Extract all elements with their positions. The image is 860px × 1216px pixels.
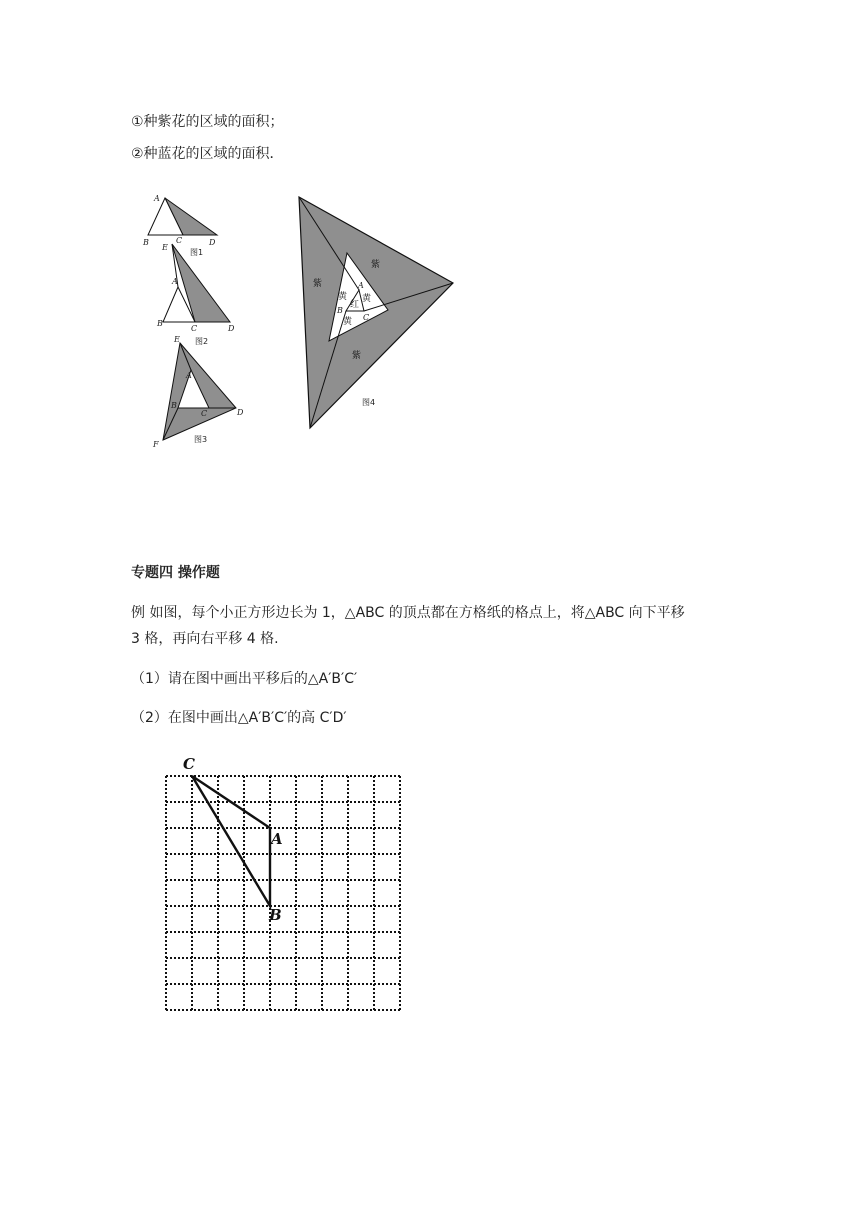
fig4-caption: 图4: [362, 398, 376, 407]
fig3-caption: 图3: [194, 435, 208, 444]
example-line-2: 3 格，再向右平移 4 格.: [131, 631, 279, 647]
fig1-caption: 图1: [190, 248, 204, 257]
grid-label-c: C: [183, 755, 195, 773]
example-line-1: 例 如图，每个小正方形边长为 1，△ABC 的顶点都在方格纸的格点上，将△ABC 向下平移: [131, 605, 685, 621]
fig4-yellow-bottom: 黄: [343, 317, 353, 327]
fig4-label-a: A: [358, 281, 364, 290]
fig2-caption: 图2: [195, 337, 209, 346]
fig3-label-d: D: [237, 408, 244, 417]
fig3-label-a: A: [186, 371, 192, 380]
fig1-label-c: C: [176, 236, 183, 245]
fig4-yellow-left: 黄: [338, 292, 348, 302]
fig2-label-c: C: [191, 324, 198, 333]
fig4-purple-left: 紫: [313, 279, 323, 289]
question-blue-area: ②种蓝花的区域的面积．: [131, 146, 284, 162]
part-2: （2）在图中画出△A′B′C′的高 C′D′: [131, 710, 347, 726]
fig3-label-c: C: [201, 409, 208, 418]
figure-4: [295, 193, 465, 433]
figure-2: [150, 240, 250, 345]
grid-figure: [158, 752, 418, 1022]
question-purple-area: ①种紫花的区域的面积；: [131, 114, 284, 130]
fig2-label-d: D: [228, 324, 235, 333]
fig1-label-d: D: [209, 238, 216, 247]
fig1-label-b: B: [143, 238, 149, 247]
grid-label-a: A: [271, 830, 283, 848]
fig4-red: 红: [350, 300, 360, 310]
fig3-label-f: F: [153, 440, 159, 449]
fig4-purple-top: 紫: [371, 260, 381, 270]
fig2-label-e: E: [162, 243, 168, 252]
fig3-label-e: E: [174, 335, 180, 344]
section-title: 专题四 操作题: [131, 565, 220, 581]
triangle-abc: [192, 776, 270, 906]
figure-3: [148, 335, 258, 450]
fig2-label-a: A: [172, 277, 178, 286]
fig1-label-a: A: [154, 194, 160, 203]
fig4-yellow-right: 黄: [362, 294, 372, 304]
dotted-grid: [166, 776, 400, 1010]
part-1: （1）请在图中画出平移后的△A′B′C′: [131, 671, 358, 687]
fig4-label-b: B: [337, 306, 343, 315]
fig3-label-b: B: [171, 401, 177, 410]
fig4-label-c: C: [363, 313, 370, 322]
fig2-label-b: B: [157, 319, 163, 328]
grid-label-b: B: [269, 906, 282, 924]
fig4-purple-bottom: 紫: [352, 351, 362, 361]
